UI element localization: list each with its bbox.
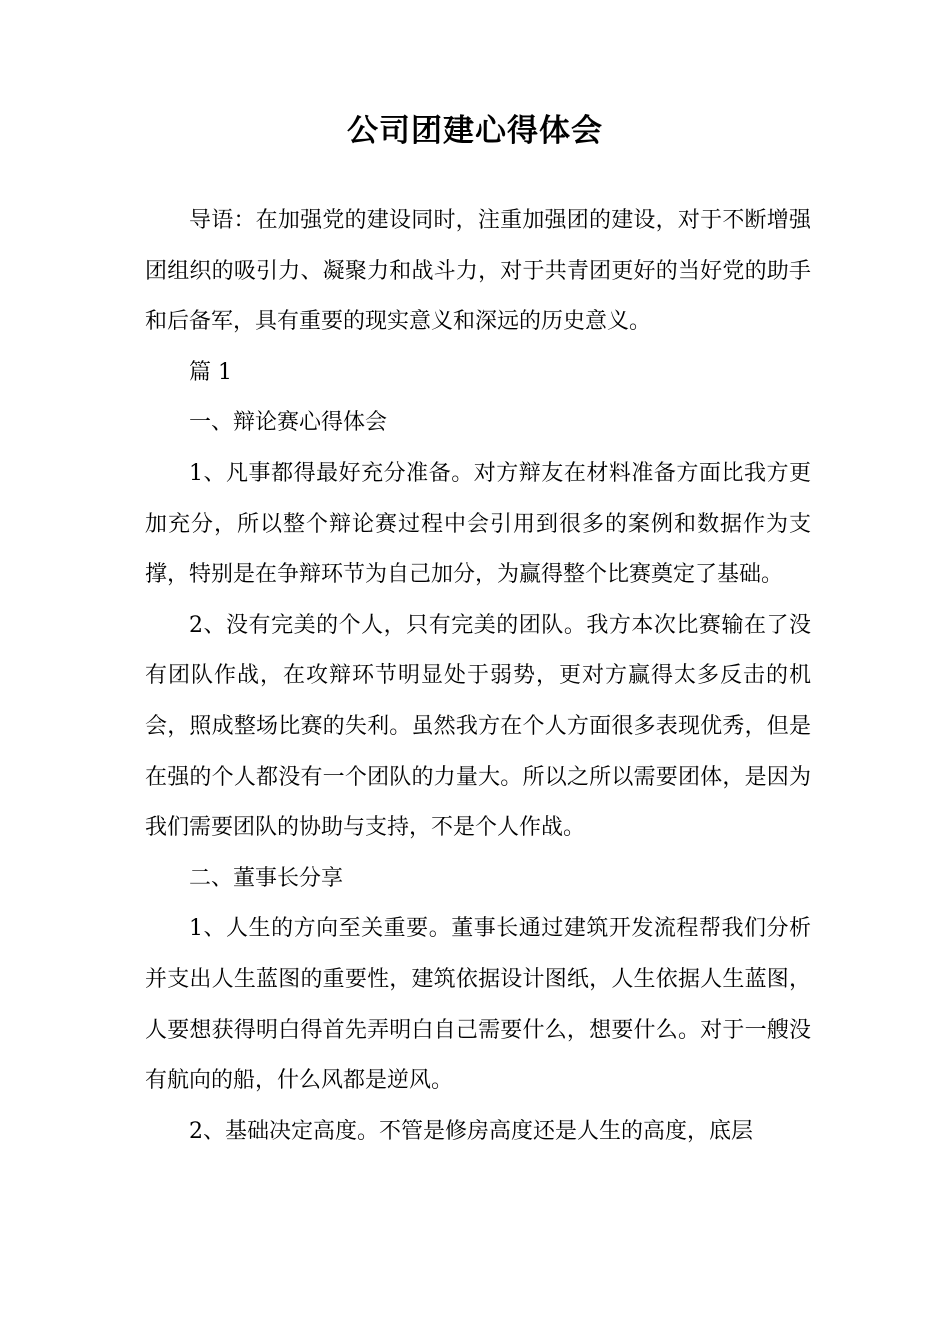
document-body <box>145 196 811 1157</box>
document-title: 公司团建心得体会 <box>347 112 603 149</box>
paragraph-chairman-point-2: 2、基础决定高度。不管是修房高度还是人生的高度，底层 <box>189 1118 753 1144</box>
paragraph-intro: 导语：在加强党的建设同时，注重加强团的建设，对于不断增强团组织的吸引力、凝聚力和战斗力，对于共青团更好的当好党的助手和后备军，具有重要的现实意义和深远的历史意义。 <box>145 208 811 335</box>
heading-debate-reflection: 一、辩论赛心得体会 <box>189 410 388 436</box>
paragraph-chairman-point-1: 1、人生的方向至关重要。董事长通过建筑开发流程帮我们分析并支出人生蓝图的重要性，建筑依据设计图纸，人生依据人生蓝图，人要想获得明白得首先弄明白自己需要什么，想要什么。对于一艘没有航向的船，什么风都是逆风。 <box>145 916 811 1094</box>
section-label-part-1: 篇 1 <box>189 359 232 385</box>
heading-chairman-sharing: 二、董事长分享 <box>189 865 344 891</box>
paragraph-debate-point-1: 1、凡事都得最好充分准备。对方辩友在材料准备方面比我方更加充分，所以整个辩论赛过程中会引用到很多的案例和数据作为支撑，特别是在争辩环节为自己加分，为赢得整个比赛奠定了基础。 <box>145 460 811 588</box>
paragraph-debate-point-2: 2、没有完美的个人，只有完美的团队。我方本次比赛输在了没有团队作战，在攻辩环节明显处于弱势，更对方赢得太多反击的机会，照成整场比赛的失利。虽然我方在个人方面很多表现优秀，但是在强的个人都没有一个团队的力量大。所以之所以需要团体，是因为我们需要团队的协助与支持，不是个人作战。 <box>145 612 811 841</box>
